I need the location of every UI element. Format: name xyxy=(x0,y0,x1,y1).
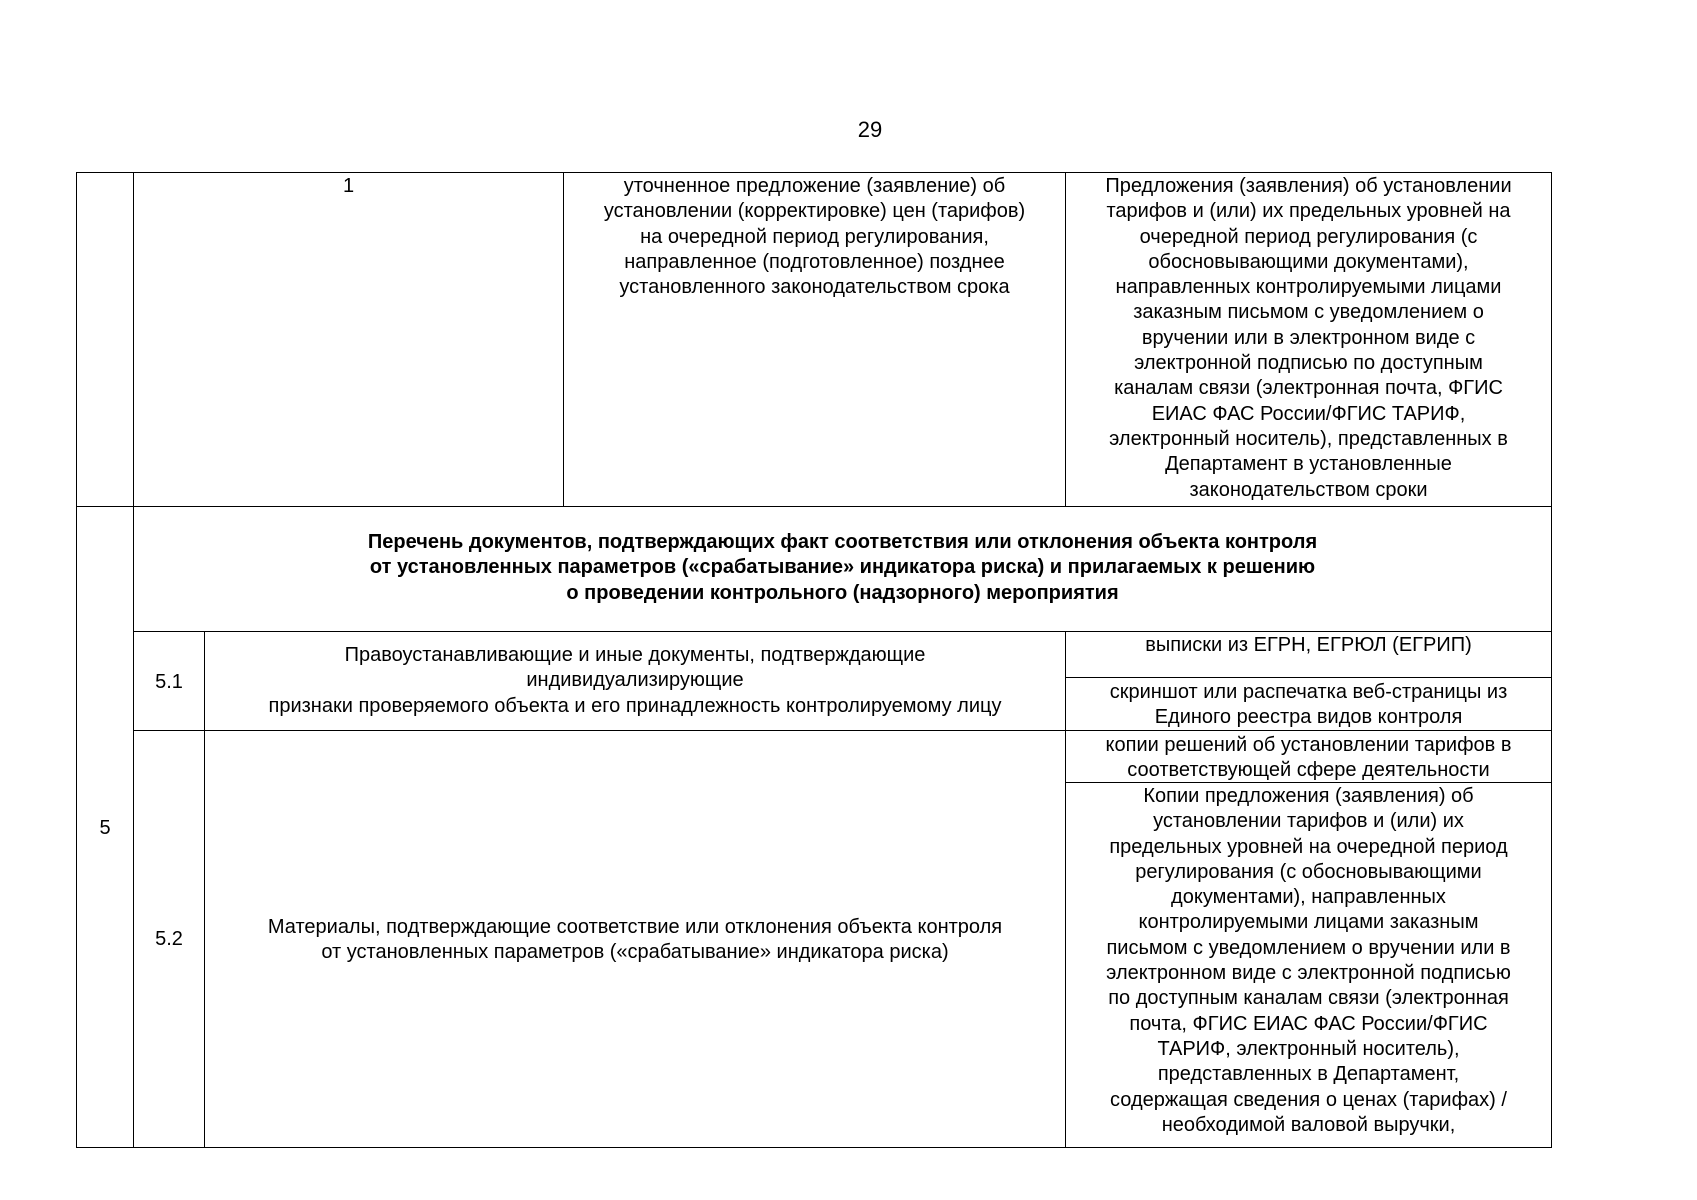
row-divider xyxy=(76,506,1552,507)
doc-line: содержащая сведения о ценах (тарифах) / xyxy=(1110,1088,1507,1111)
heading-line: от установленных параметров («срабатывание» индикатора риска) и прилагаемых к решению xyxy=(369,556,1316,579)
doc-line: установлении тарифов и (или) их xyxy=(1153,810,1464,833)
heading-line: о проведении контрольного (надзорного) мероприятия xyxy=(566,581,1119,604)
source-line: тарифов и (или) их предельных уровней на xyxy=(1106,200,1511,223)
doc-line: предельных уровней на очередной период xyxy=(1109,835,1508,858)
source-line: ЕИАС ФАС России/ФГИС ТАРИФ, xyxy=(1151,402,1466,425)
col-divider-criterion xyxy=(563,172,564,507)
doc-line: письмом с уведомлением о вручении или в xyxy=(1106,936,1511,959)
row-5-1-doc-2 xyxy=(1066,680,1551,731)
row-5-1-doc-1 xyxy=(1066,633,1551,658)
heading-line: Перечень документов, подтверждающих факт соответствия или отклонения объекта контроля xyxy=(367,531,1318,553)
row-5-1-description xyxy=(205,643,1065,719)
description-line: Материалы, подтверждающие соответствие или отклонения объекта контроля xyxy=(267,916,1003,938)
heading-divider xyxy=(133,631,1552,632)
description-line: признаки проверяемого объекта и его принадлежность контролируемому лицу xyxy=(268,694,1002,717)
criterion-line: уточненное предложение (заявление) об xyxy=(623,175,1006,197)
source-line: заказным письмом с уведомлением о xyxy=(1133,301,1484,324)
doc-line: регулирования (с обосновывающими xyxy=(1135,860,1482,883)
criterion-line: направленное (подготовленное) позднее xyxy=(624,250,1005,273)
row-prev-subnum: 1 xyxy=(342,175,355,197)
doc-line: ТАРИФ, электронный носитель), xyxy=(1157,1037,1460,1060)
doc-line: по доступным каналам связи (электронная xyxy=(1108,987,1509,1010)
doc-line: необходимой валовой выручки, xyxy=(1161,1113,1456,1136)
doc-line: представленных в Департамент, xyxy=(1157,1063,1460,1086)
doc-line: Копии предложения (заявления) об xyxy=(1143,785,1474,807)
source-line: Департамент в установленные xyxy=(1165,453,1452,476)
source-line: вручении или в электронном виде с xyxy=(1141,326,1476,349)
page-number: 29 xyxy=(857,117,883,142)
doc-line: соответствующей сфере деятельности xyxy=(1127,759,1490,782)
subrow-divider-5-1-docs xyxy=(1066,677,1552,678)
criterion-line: на очередной период регулирования, xyxy=(640,225,989,248)
col-divider-num xyxy=(133,172,134,1148)
section-5-number: 5 xyxy=(99,817,111,839)
doc-line: почта, ФГИС ЕИАС ФАС России/ФГИС xyxy=(1129,1012,1488,1035)
source-line: электронной подписью по доступным xyxy=(1134,352,1483,375)
doc-line: скриншот или распечатка веб-страницы из xyxy=(1109,681,1508,703)
doc-line: документами), направленных xyxy=(1171,886,1446,909)
table-left-border xyxy=(76,172,77,1148)
description-line: индивидуализирующие xyxy=(526,669,744,692)
source-line: каналам связи (электронная почта, ФГИС xyxy=(1114,377,1503,400)
row-5-2-doc-1 xyxy=(1066,733,1551,784)
source-line: обосновывающими документами), xyxy=(1148,250,1469,273)
doc-line: контролируемыми лицами заказным xyxy=(1138,911,1479,934)
source-line: направленных контролируемыми лицами xyxy=(1115,276,1502,299)
doc-line: Единого реестра видов контроля xyxy=(1154,706,1463,729)
doc-line: электронном виде с электронной подписью xyxy=(1106,962,1511,985)
description-line: от установленных параметров («срабатывание» индикатора риска) xyxy=(321,941,949,964)
row-5-2-doc-2 xyxy=(1066,784,1551,1138)
section-5-heading xyxy=(134,530,1551,606)
source-line: законодательством сроки xyxy=(1189,478,1428,501)
row-prev-criterion xyxy=(566,174,1063,300)
table-bottom-border xyxy=(76,1147,1552,1148)
doc-line: копии решений об установлении тарифов в xyxy=(1105,734,1512,756)
criterion-line: установленного законодательством срока xyxy=(619,276,1010,299)
description-line: Правоустанавливающие и иные документы, подтверждающие xyxy=(344,644,926,666)
table-right-border xyxy=(1551,172,1552,1148)
source-line: электронный носитель), представленных в xyxy=(1109,427,1508,450)
row-5-1-number: 5.1 xyxy=(155,671,183,693)
row-5-2-description xyxy=(205,915,1065,966)
source-line: Предложения (заявления) об установлении xyxy=(1105,175,1512,197)
row-5-2-number: 5.2 xyxy=(155,928,183,950)
source-line: очередной период регулирования (с xyxy=(1139,225,1478,248)
criterion-line: установлении (корректировке) цен (тарифов) xyxy=(603,200,1026,223)
row-prev-source xyxy=(1066,174,1551,503)
doc-line: выписки из ЕГРН, ЕГРЮЛ (ЕГРИП) xyxy=(1145,634,1472,656)
table-top-border xyxy=(76,172,1552,173)
